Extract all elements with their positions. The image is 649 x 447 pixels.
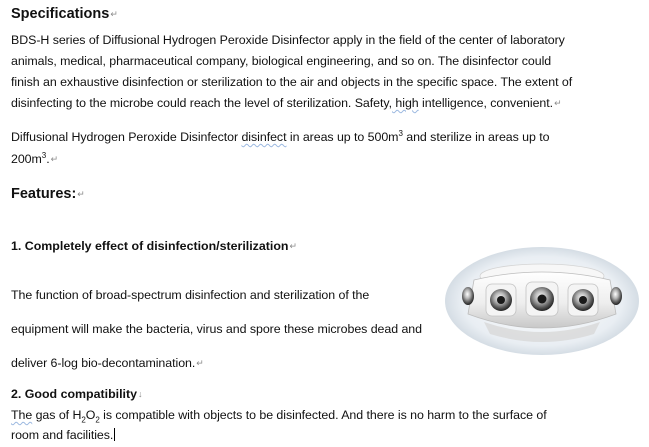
feature-2-line-2	[11, 427, 115, 443]
spec-paragraph-1-line-2: animals, medical, pharmaceutical company, biological engineering, and so on. The disinfector could	[11, 54, 552, 68]
features-heading	[11, 185, 85, 203]
paragraph-mark: ↵	[50, 154, 59, 164]
side-nozzle-left-icon	[462, 287, 474, 305]
superscript: 3	[398, 128, 403, 138]
text-span: .	[46, 152, 50, 166]
features-heading-text: Features:	[11, 186, 77, 202]
disinfector-illustration	[444, 246, 640, 356]
spec-paragraph-2-line-2	[11, 151, 58, 167]
feature-1-line-1: The function of broad-spectrum disinfection and sterilization of the	[11, 288, 370, 302]
paragraph-mark: ↵	[196, 358, 204, 368]
spec-paragraph-1-line-4	[11, 95, 562, 111]
text-span: disinfecting to the microbe could reach the level of sterilization. Safety,	[11, 96, 393, 110]
nozzle-right-core	[579, 296, 587, 304]
spec-paragraph-1-line-1: BDS-H series of Diffusional Hydrogen Peroxide Disinfector apply in the field of the center of laboratory	[11, 33, 565, 47]
specifications-heading	[11, 5, 118, 23]
line-break-mark: ↓	[137, 389, 143, 399]
text-cursor[interactable]	[114, 428, 115, 441]
paragraph-mark: ↵	[554, 98, 562, 108]
nozzle-center-core	[538, 295, 547, 304]
feature-2-line-1	[11, 407, 547, 423]
feature-1-title	[11, 238, 297, 254]
spellcheck-word: The	[11, 408, 33, 422]
spec-paragraph-2-line-1	[11, 129, 550, 145]
subscript: 2	[95, 415, 100, 425]
nozzle-left-core	[497, 296, 505, 304]
side-nozzle-right-icon	[610, 287, 622, 305]
text-span: 200m	[11, 152, 42, 166]
specifications-heading-text: Specifications	[11, 6, 110, 22]
feature-2-title	[11, 386, 142, 402]
paragraph-mark: ↵	[77, 189, 85, 199]
disinfector-photo	[444, 246, 640, 356]
paragraph-mark: ↵	[110, 9, 118, 19]
text-span: Diffusional Hydrogen Peroxide Disinfector	[11, 130, 242, 144]
text-span: gas of H	[32, 408, 82, 422]
spellcheck-word: disinfect	[241, 130, 287, 144]
feature-1-line-2: equipment will make the bacteria, virus and spore these microbes dead and	[11, 322, 422, 336]
spellcheck-word: high	[392, 96, 419, 110]
spec-paragraph-1-line-3: finish an exhaustive disinfection or sterilization to the air and objects in the specific space. The extent of	[11, 75, 573, 89]
superscript: 3	[41, 150, 47, 160]
text-span: and sterilize in areas up to	[402, 130, 550, 144]
feature-2-title-text: 2. Good compatibility	[11, 387, 137, 401]
text-span: deliver 6-log bio-decontamination.	[11, 356, 196, 370]
text-span: in areas up to 500m	[286, 130, 399, 144]
text-span: room and facilities.	[11, 428, 114, 442]
subscript: 2	[81, 415, 86, 425]
feature-1-title-text: 1. Completely effect of disinfection/sterilization	[11, 239, 289, 253]
feature-1-line-3	[11, 355, 204, 371]
text-span: is compatible with objects to be disinfected. And there is no harm to the surface of	[99, 408, 547, 422]
text-span: O	[85, 408, 96, 422]
paragraph-mark: ↵	[289, 241, 298, 251]
text-span: intelligence, convenient.	[418, 96, 554, 110]
